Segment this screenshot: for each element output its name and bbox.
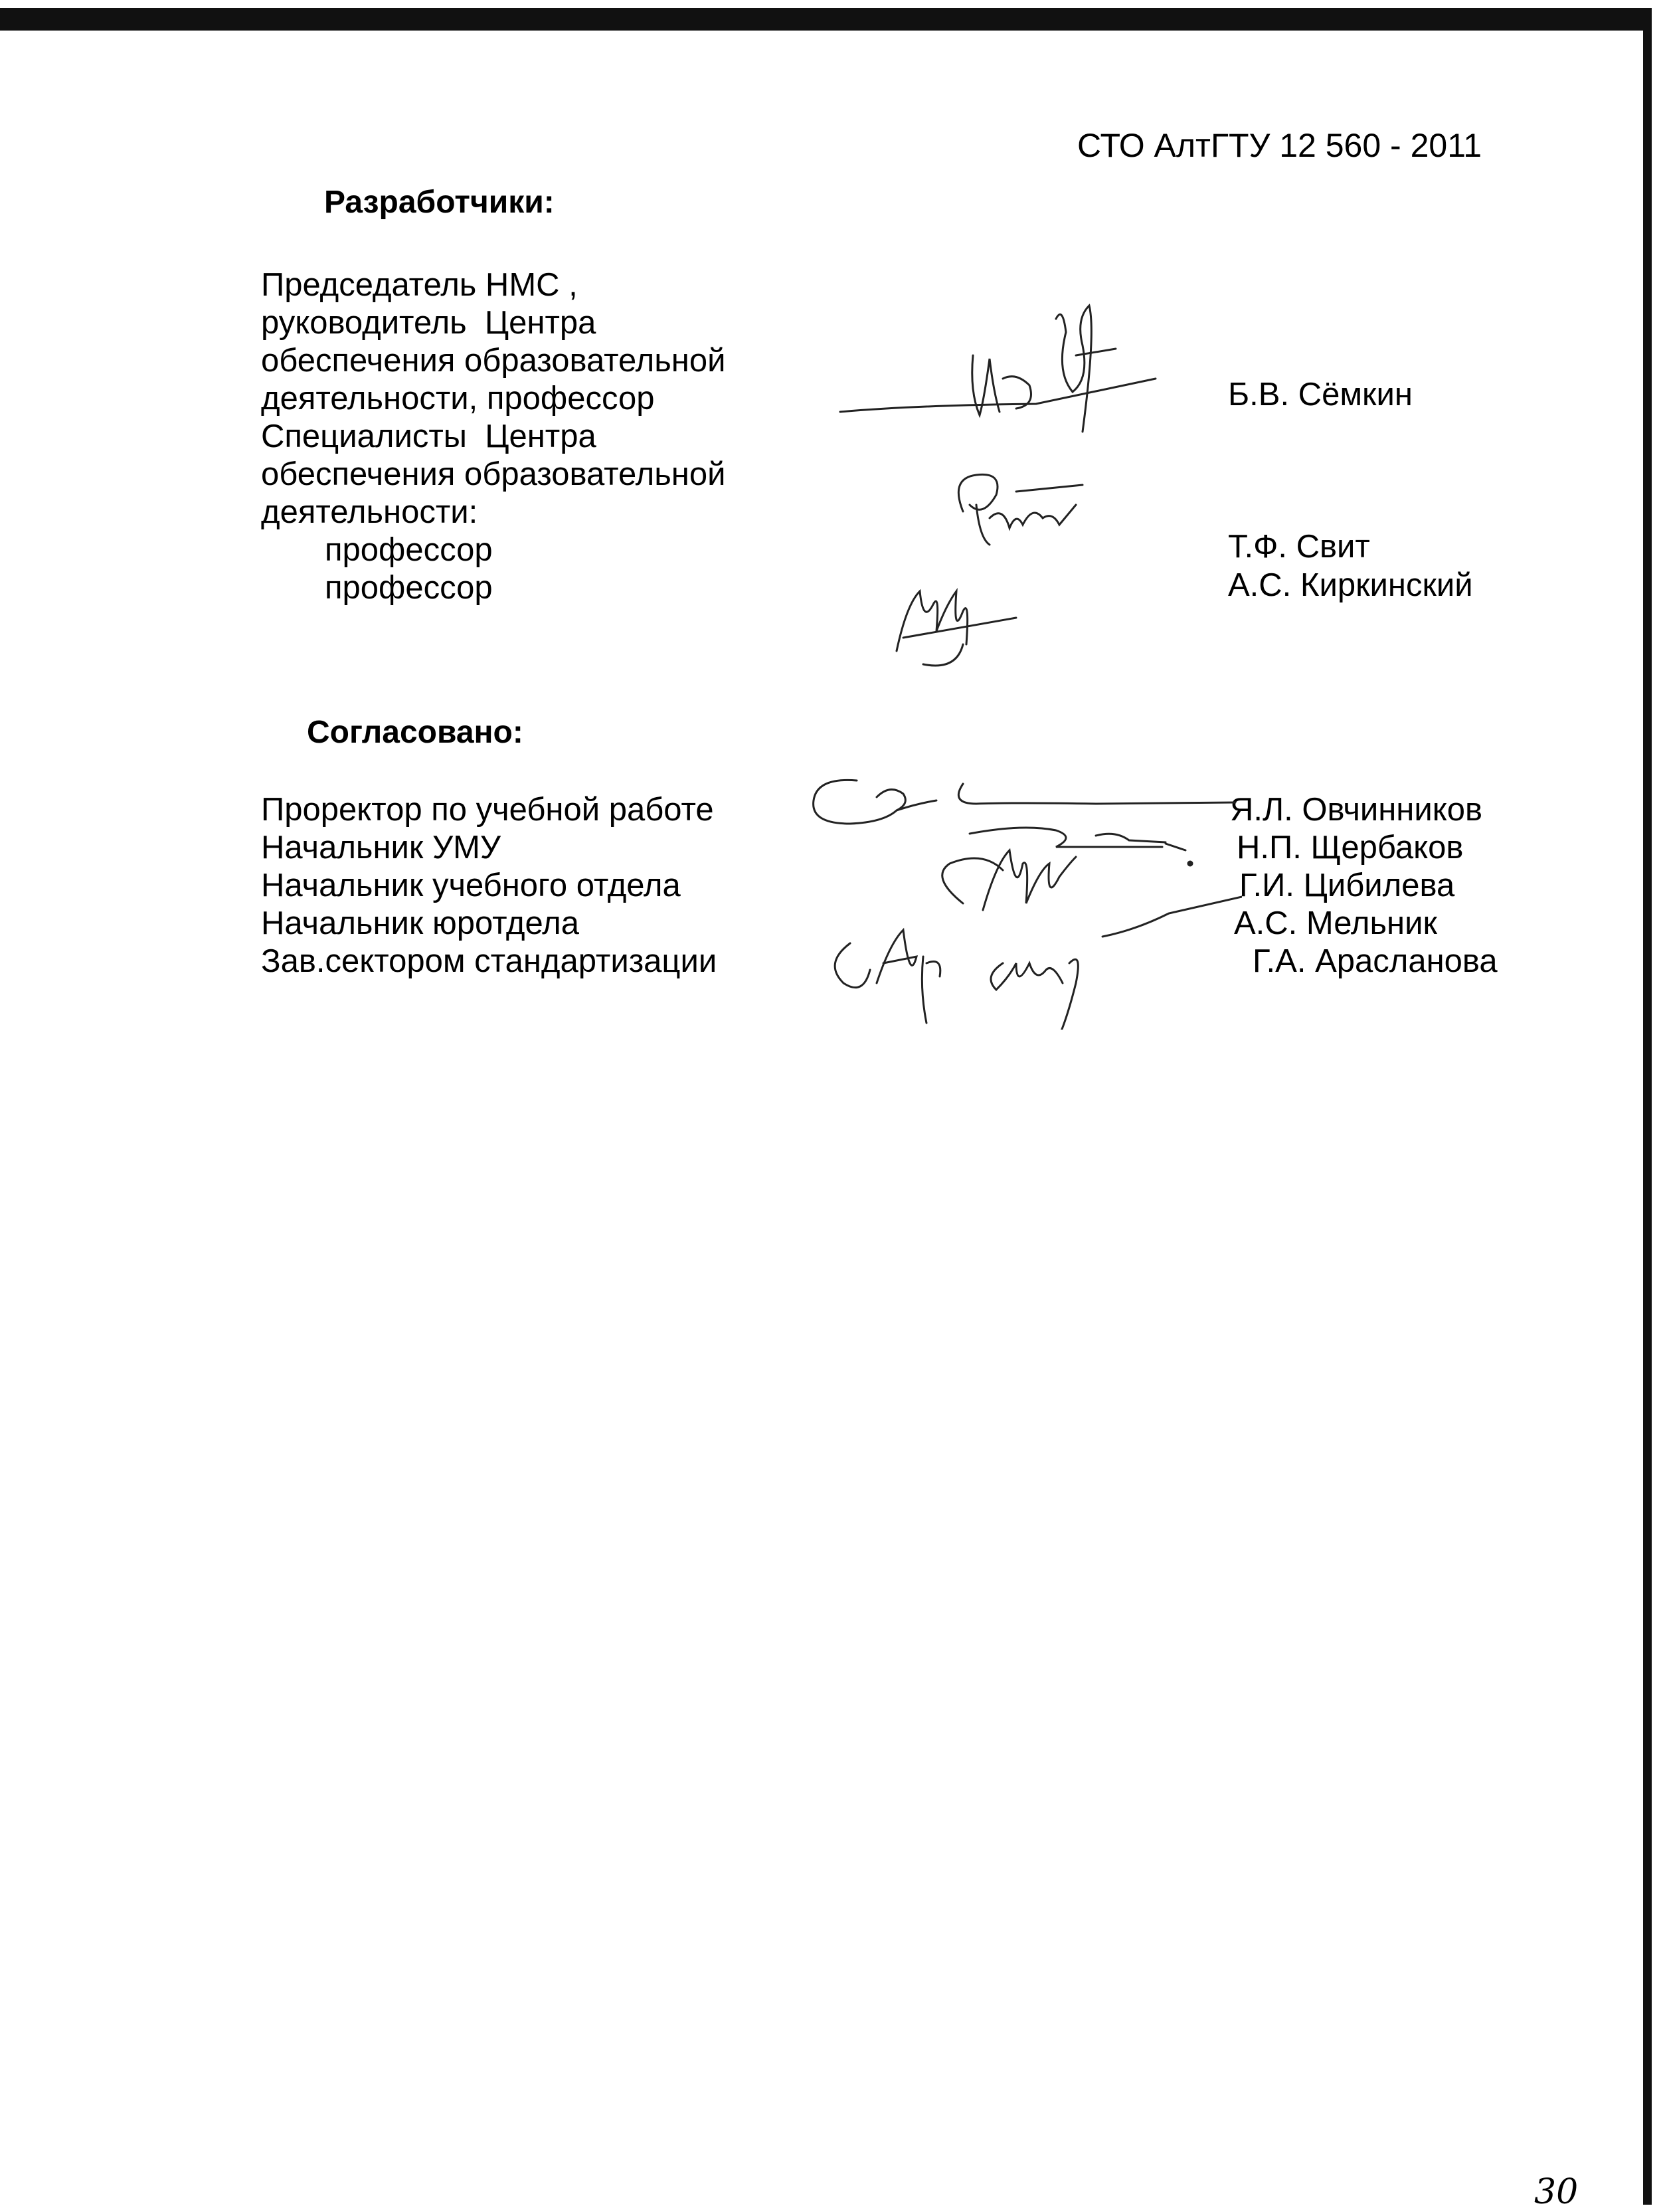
position-line: Зав.сектором стандартизации — [261, 943, 717, 979]
position-line: Начальник УМУ — [261, 830, 501, 866]
agreed-names — [1230, 791, 1498, 980]
developers-heading: Разработчики: — [324, 185, 555, 220]
position-line: Начальник учебного отдела — [261, 868, 681, 903]
scan-top-border — [0, 8, 1650, 31]
position-line: профессор — [325, 532, 493, 568]
document-code: СТО АлтГТУ 12 560 - 2011 — [1077, 127, 1482, 164]
page-number: 30 — [1534, 2172, 1579, 2212]
position-line: деятельности, профессор — [261, 381, 655, 416]
agreed-name: А.С. Мельник — [1234, 905, 1437, 941]
position-line: Проректор по учебной работе — [261, 792, 714, 828]
position-line: профессор — [325, 570, 493, 606]
signature-svit — [943, 465, 1089, 558]
signature-kirkinsky — [883, 565, 1043, 684]
agreed-name: Я.Л. Овчинников — [1230, 792, 1482, 828]
agreed-positions — [261, 791, 717, 980]
agreed-heading: Согласовано: — [307, 715, 523, 750]
scan-right-border — [1643, 8, 1652, 2205]
position-line: Начальник юротдела — [261, 905, 579, 941]
position-line: Председатель НМС , — [261, 267, 578, 303]
signatures-agreed — [804, 764, 1242, 1030]
developers-positions — [261, 266, 725, 607]
agreed-name: Н.П. Щербаков — [1237, 830, 1464, 866]
agreed-name: Г.А. Арасланова — [1253, 943, 1498, 979]
developer-name: Б.В. Сёмкин — [1228, 377, 1413, 413]
developer-name: А.С. Киркинский — [1228, 567, 1473, 603]
position-line: руководитель Центра — [261, 305, 596, 341]
developer-name: Т.Ф. Свит — [1228, 529, 1370, 565]
signature-semkin — [837, 292, 1169, 452]
position-line: обеспечения образовательной — [261, 456, 726, 492]
agreed-name: Г.И. Цибилева — [1239, 868, 1455, 903]
position-line: обеспечения образовательной — [261, 343, 726, 379]
position-line: Специалисты Центра — [261, 418, 596, 454]
position-line: деятельности: — [261, 494, 478, 530]
